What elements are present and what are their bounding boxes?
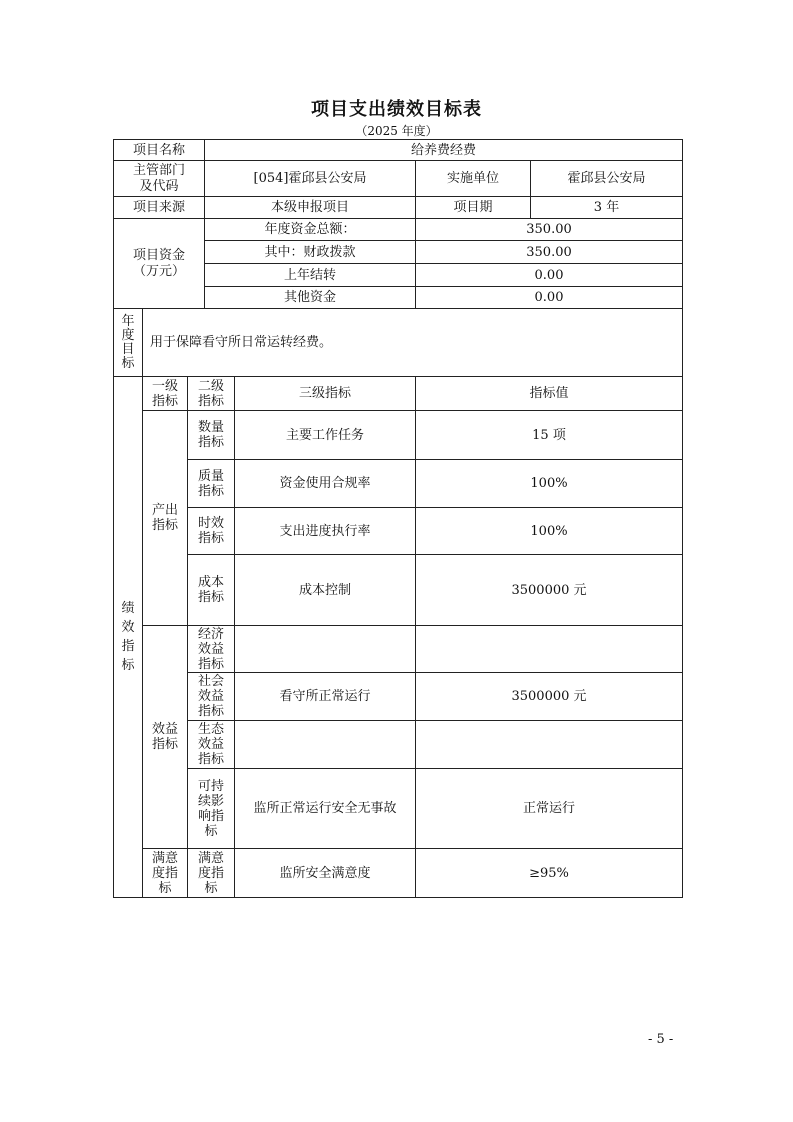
page-subtitle: （2025 年度） xyxy=(355,124,438,138)
dept-label: 主管部门及代码 xyxy=(132,162,185,194)
level2-cell xyxy=(187,459,235,508)
level2-cell xyxy=(187,554,235,626)
level2-label: 时效指标 xyxy=(197,516,224,546)
funds-row-value: 350.00 xyxy=(415,240,683,264)
indicators-label-cell xyxy=(113,376,143,898)
funds-row-value: 0.00 xyxy=(415,263,683,287)
header-level2: 二级指标 xyxy=(197,378,224,409)
level2-cell xyxy=(187,410,235,460)
indicator-value: 100% xyxy=(415,507,683,555)
level2-cell xyxy=(187,672,235,721)
indicator-value xyxy=(415,625,683,673)
level3-label: 监所安全满意度 xyxy=(234,848,416,898)
indicator-value: ≥95% xyxy=(415,848,683,898)
header-level1-cell xyxy=(142,376,188,411)
impl-unit-value: 霍邱县公安局 xyxy=(530,160,683,197)
page-title: 项目支出绩效目标表 xyxy=(311,99,482,120)
project-name-value: 给养费经费 xyxy=(204,139,683,161)
period-label: 项目期 xyxy=(415,196,531,219)
funds-label-cell xyxy=(113,218,205,309)
funds-label: 项目资金（万元） xyxy=(132,247,185,279)
period-value: 3 年 xyxy=(530,196,683,219)
level2-label: 数量指标 xyxy=(197,420,224,450)
funds-row-value: 0.00 xyxy=(415,286,683,309)
funds-row-label: 上年结转 xyxy=(204,263,416,287)
level2-cell xyxy=(187,848,235,898)
level3-label xyxy=(234,720,416,769)
level3-label: 成本控制 xyxy=(234,554,416,626)
source-value: 本级申报项目 xyxy=(204,196,416,219)
level3-label xyxy=(234,625,416,673)
indicator-value: 15 项 xyxy=(415,410,683,460)
page-number: - 5 - xyxy=(648,1032,674,1047)
header-level3: 三级指标 xyxy=(234,376,416,411)
level2-label: 成本指标 xyxy=(197,575,224,605)
indicator-value xyxy=(415,720,683,769)
level3-label: 看守所正常运行 xyxy=(234,672,416,721)
annual-goal-label-cell xyxy=(113,308,143,377)
source-label: 项目来源 xyxy=(113,196,205,219)
header-level2-cell xyxy=(187,376,235,411)
project-name-label: 项目名称 xyxy=(113,139,205,161)
benefit-label-cell xyxy=(142,625,188,849)
annual-goal-label: 年度目标 xyxy=(121,313,135,371)
indicator-value: 3500000 元 xyxy=(415,554,683,626)
level2-label: 经济效益指标 xyxy=(197,626,224,672)
funds-row-label: 年度资金总额： xyxy=(204,218,416,241)
impl-unit-label: 实施单位 xyxy=(415,160,531,197)
level2-cell xyxy=(187,720,235,769)
level3-label: 主要工作任务 xyxy=(234,410,416,460)
level2-label: 生态效益指标 xyxy=(197,722,224,767)
level2-label: 可持续影响指标 xyxy=(197,778,224,839)
level2-label: 满意度指标 xyxy=(197,850,224,896)
output-label: 产出指标 xyxy=(151,503,178,533)
level2-cell xyxy=(187,625,235,673)
indicator-value: 3500000 元 xyxy=(415,672,683,721)
level3-label: 监所正常运行安全无事故 xyxy=(234,768,416,849)
level3-label: 资金使用合规率 xyxy=(234,459,416,508)
output-label-cell xyxy=(142,410,188,626)
header-value: 指标值 xyxy=(415,376,683,411)
dept-value: [054]霍邱县公安局 xyxy=(204,160,416,197)
dept-label-cell xyxy=(113,160,205,197)
header-level1: 一级指标 xyxy=(151,378,178,409)
annual-goal-text: 用于保障看守所日常运转经费。 xyxy=(142,308,683,377)
indicators-label: 绩效指标 xyxy=(121,601,135,673)
satisfaction-label: 满意度指标 xyxy=(151,850,178,896)
benefit-label: 效益指标 xyxy=(151,722,178,752)
level2-cell xyxy=(187,507,235,555)
funds-row-label: 其中：财政拨款 xyxy=(204,240,416,264)
level2-label: 社会效益指标 xyxy=(197,674,224,719)
level2-label: 质量指标 xyxy=(197,468,224,499)
satisfaction-label-cell xyxy=(142,848,188,898)
level3-label: 支出进度执行率 xyxy=(234,507,416,555)
funds-row-value: 350.00 xyxy=(415,218,683,241)
funds-row-label: 其他资金 xyxy=(204,286,416,309)
indicator-value: 正常运行 xyxy=(415,768,683,849)
level2-cell xyxy=(187,768,235,849)
indicator-value: 100% xyxy=(415,459,683,508)
